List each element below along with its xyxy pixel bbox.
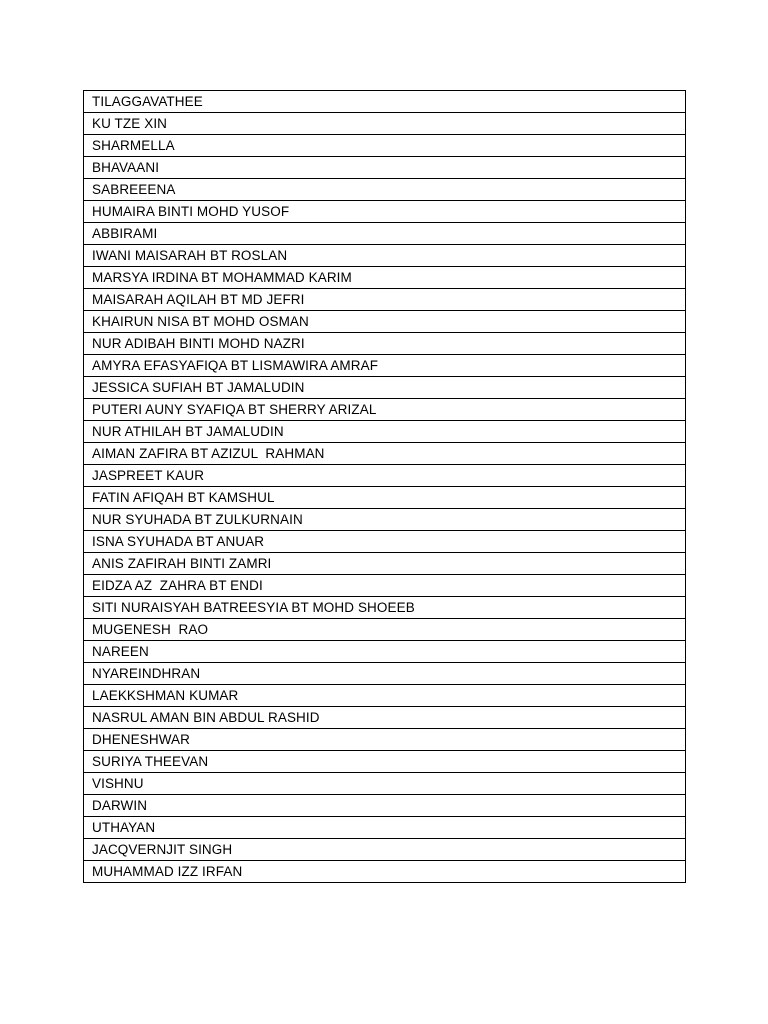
name-cell: MARSYA IRDINA BT MOHAMMAD KARIM [84,267,686,289]
table-row [84,377,686,399]
table-row [84,113,686,135]
name-cell: JASPREET KAUR [84,465,686,487]
table-row [84,509,686,531]
table-row [84,421,686,443]
name-cell: MAISARAH AQILAH BT MD JEFRI [84,289,686,311]
table-row [84,751,686,773]
name-cell: TILAGGAVATHEE [84,91,686,113]
table-row [84,399,686,421]
table-row [84,575,686,597]
table-row [84,355,686,377]
name-cell: BHAVAANI [84,157,686,179]
table-row [84,201,686,223]
name-cell: ABBIRAMI [84,223,686,245]
name-cell: AIMAN ZAFIRA BT AZIZUL RAHMAN [84,443,686,465]
name-cell: SHARMELLA [84,135,686,157]
table-row [84,179,686,201]
name-cell: ISNA SYUHADA BT ANUAR [84,531,686,553]
name-cell: NUR ADIBAH BINTI MOHD NAZRI [84,333,686,355]
name-cell: HUMAIRA BINTI MOHD YUSOF [84,201,686,223]
table-row [84,91,686,113]
table-row [84,839,686,861]
name-cell: LAEKKSHMAN KUMAR [84,685,686,707]
table-row [84,245,686,267]
table-row [84,707,686,729]
name-cell: KHAIRUN NISA BT MOHD OSMAN [84,311,686,333]
table-row [84,773,686,795]
table-row [84,663,686,685]
name-cell: NUR ATHILAH BT JAMALUDIN [84,421,686,443]
name-cell: NAREEN [84,641,686,663]
name-cell: JESSICA SUFIAH BT JAMALUDIN [84,377,686,399]
names-table [83,90,686,883]
name-cell: MUHAMMAD IZZ IRFAN [84,861,686,883]
name-cell: ANIS ZAFIRAH BINTI ZAMRI [84,553,686,575]
table-row [84,597,686,619]
name-cell: NUR SYUHADA BT ZULKURNAIN [84,509,686,531]
name-cell: FATIN AFIQAH BT KAMSHUL [84,487,686,509]
name-cell: EIDZA AZ ZAHRA BT ENDI [84,575,686,597]
table-row [84,443,686,465]
name-cell: SABREEENA [84,179,686,201]
name-cell: IWANI MAISARAH BT ROSLAN [84,245,686,267]
table-row [84,135,686,157]
table-row [84,311,686,333]
name-cell: DARWIN [84,795,686,817]
name-cell: SURIYA THEEVAN [84,751,686,773]
table-row [84,531,686,553]
name-cell: MUGENESH RAO [84,619,686,641]
name-cell: VISHNU [84,773,686,795]
table-row [84,729,686,751]
table-row [84,861,686,883]
table-row [84,223,686,245]
name-cell: SITI NURAISYAH BATREESYIA BT MOHD SHOEEB [84,597,686,619]
name-cell: AMYRA EFASYAFIQA BT LISMAWIRA AMRAF [84,355,686,377]
table-row [84,619,686,641]
names-table-body [84,91,686,883]
table-row [84,333,686,355]
name-cell: PUTERI AUNY SYAFIQA BT SHERRY ARIZAL [84,399,686,421]
name-cell: KU TZE XIN [84,113,686,135]
table-row [84,685,686,707]
table-row [84,817,686,839]
name-cell: NASRUL AMAN BIN ABDUL RASHID [84,707,686,729]
table-row [84,157,686,179]
table-row [84,465,686,487]
table-row [84,267,686,289]
table-row [84,553,686,575]
table-row [84,795,686,817]
name-cell: NYAREINDHRAN [84,663,686,685]
name-cell: JACQVERNJIT SINGH [84,839,686,861]
table-row [84,487,686,509]
table-row [84,289,686,311]
name-cell: UTHAYAN [84,817,686,839]
name-cell: DHENESHWAR [84,729,686,751]
table-row [84,641,686,663]
